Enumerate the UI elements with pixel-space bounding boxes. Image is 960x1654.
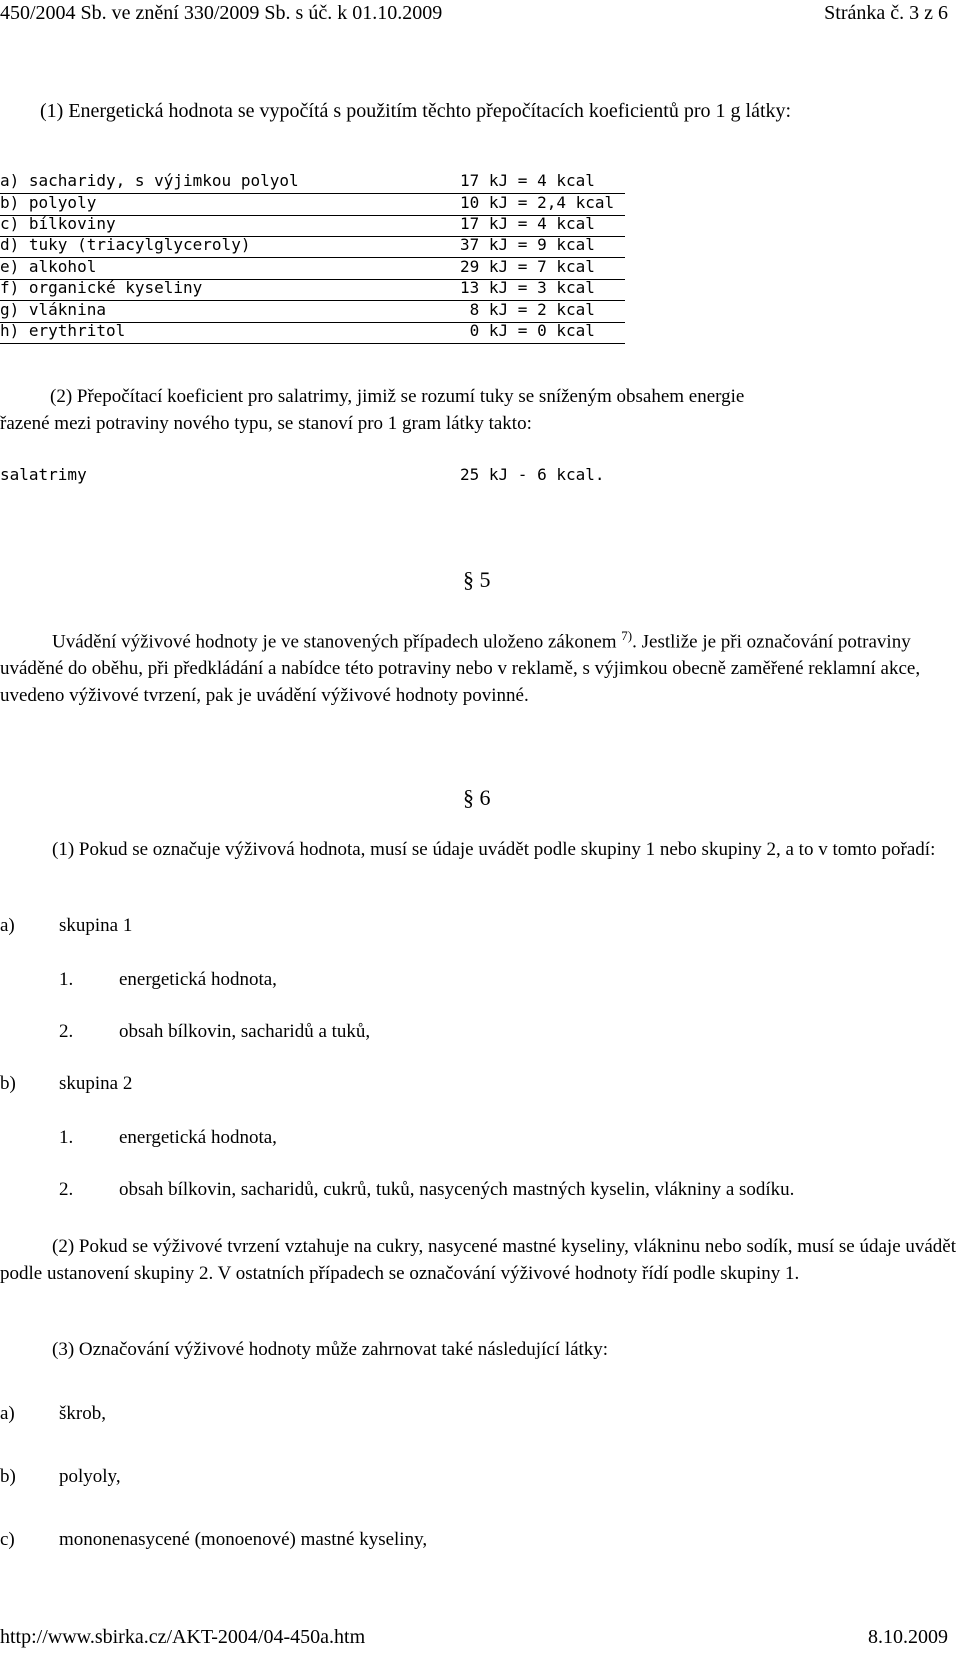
group2-item-text: obsah bílkovin, sacharidů, cukrů, tuků, nasycených mastných kyselin, vlákniny a sodíku. [119,1179,795,1200]
row-value: 37 kJ = 9 kcal [460,235,595,254]
row-label: d) tuky (triacylglyceroly) [0,235,251,254]
group2-item-num: 2. [59,1179,74,1200]
table-row [0,171,625,194]
table-row [0,300,625,323]
section-5-title: § 5 [463,567,491,592]
list-item: mononenasycené (monoenové) mastné kyseliny, [59,1529,428,1550]
footer-date: 8.10.2009 [868,1626,948,1648]
header-right: Stránka č. 3 z 6 [824,2,948,24]
row-value: 8 kJ = 2 kcal [460,300,595,319]
section-6-title: § 6 [463,785,491,810]
list-item: polyoly, [59,1466,121,1487]
section-5-text-a: Uvádění výživové hodnoty je ve stanovených případech uloženo zákonem [52,631,617,653]
row-value: 10 kJ = 2,4 kcal [460,193,615,212]
section-6-p2: (2) Pokud se výživové tvrzení vztahuje na cukry, nasycené mastné kyseliny, vlákninu nebo sodík, musí se údaje uvádět podle ustanovení skupiny 2. V ostatních případech se označování výživové hodnoty řídí podle skupiny 1. [0,1236,957,1284]
footnote-ref: 7) [621,628,633,643]
table-row [0,257,625,280]
row-label: b) polyoly [0,193,97,212]
group1-item-text: energetická hodnota, [119,969,277,990]
group2-item-num: 1. [59,1127,74,1148]
section-6-p1: (1) Pokud se označuje výživová hodnota, musí se údaje uvádět podle skupiny 1 nebo skupiny 2, a to v tomto pořadí: [52,839,936,860]
section-5-text-b: . Jestliže je při označování potraviny uváděné do oběhu, při předkládání a nabídce této potraviny nebo v reklamě, s výjimkou obecně zaměřené reklamní akce, uvedeno výživové tvrzení, pak je uvádění výživové hodnoty povinné. [0,631,921,707]
row-value: 29 kJ = 7 kcal [460,257,595,276]
list-marker: c) [0,1529,15,1550]
row-label: a) sacharidy, s výjimkou polyol [0,171,299,190]
salatrimy-intro-line2: řazené mezi potraviny nového typu, se stanoví pro 1 gram látky takto: [0,413,532,434]
table-row [0,214,625,237]
group1-item-text: obsah bílkovin, sacharidů a tuků, [119,1021,371,1042]
table-row [0,321,625,344]
row-label: h) erythritol [0,321,126,340]
energy-intro: (1) Energetická hodnota se vypočítá s použitím těchto přepočítacích koeficientů pro 1 g látky: [40,100,792,122]
salatrimy-value: 25 kJ - 6 kcal. [460,465,605,484]
header-left: 450/2004 Sb. ve znění 330/2009 Sb. s úč. k 01.10.2009 [0,2,443,24]
row-value: 13 kJ = 3 kcal [460,278,595,297]
row-label: f) organické kyseliny [0,278,203,297]
section-6-p3: (3) Označování výživové hodnoty může zahrnovat také následující látky: [52,1339,609,1360]
group1-item-num: 2. [59,1021,74,1042]
table-row [0,235,625,258]
table-row [0,278,625,301]
section-5-text [0,622,960,709]
salatrimy-label: salatrimy [0,465,87,484]
list-marker: a) [0,1403,15,1424]
footer-url: http://www.sbirka.cz/AKT-2004/04-450a.htm [0,1626,366,1648]
row-label: c) bílkoviny [0,214,116,233]
row-value: 0 kJ = 0 kcal [460,321,595,340]
group2-marker: b) [0,1073,16,1094]
group2-label: skupina 2 [59,1073,133,1094]
list-marker: b) [0,1466,16,1487]
group1-marker: a) [0,915,15,936]
row-value: 17 kJ = 4 kcal [460,214,595,233]
row-label: e) alkohol [0,257,97,276]
row-value: 17 kJ = 4 kcal [460,171,595,190]
salatrimy-intro-line1: (2) Přepočítací koeficient pro salatrimy, jimiž se rozumí tuky se sníženým obsahem energie [50,386,745,407]
group1-item-num: 1. [59,969,74,990]
group1-label: skupina 1 [59,915,133,936]
row-label: g) vláknina [0,300,106,319]
table-row [0,193,625,216]
group2-item-text: energetická hodnota, [119,1127,277,1148]
list-item: škrob, [59,1403,106,1424]
